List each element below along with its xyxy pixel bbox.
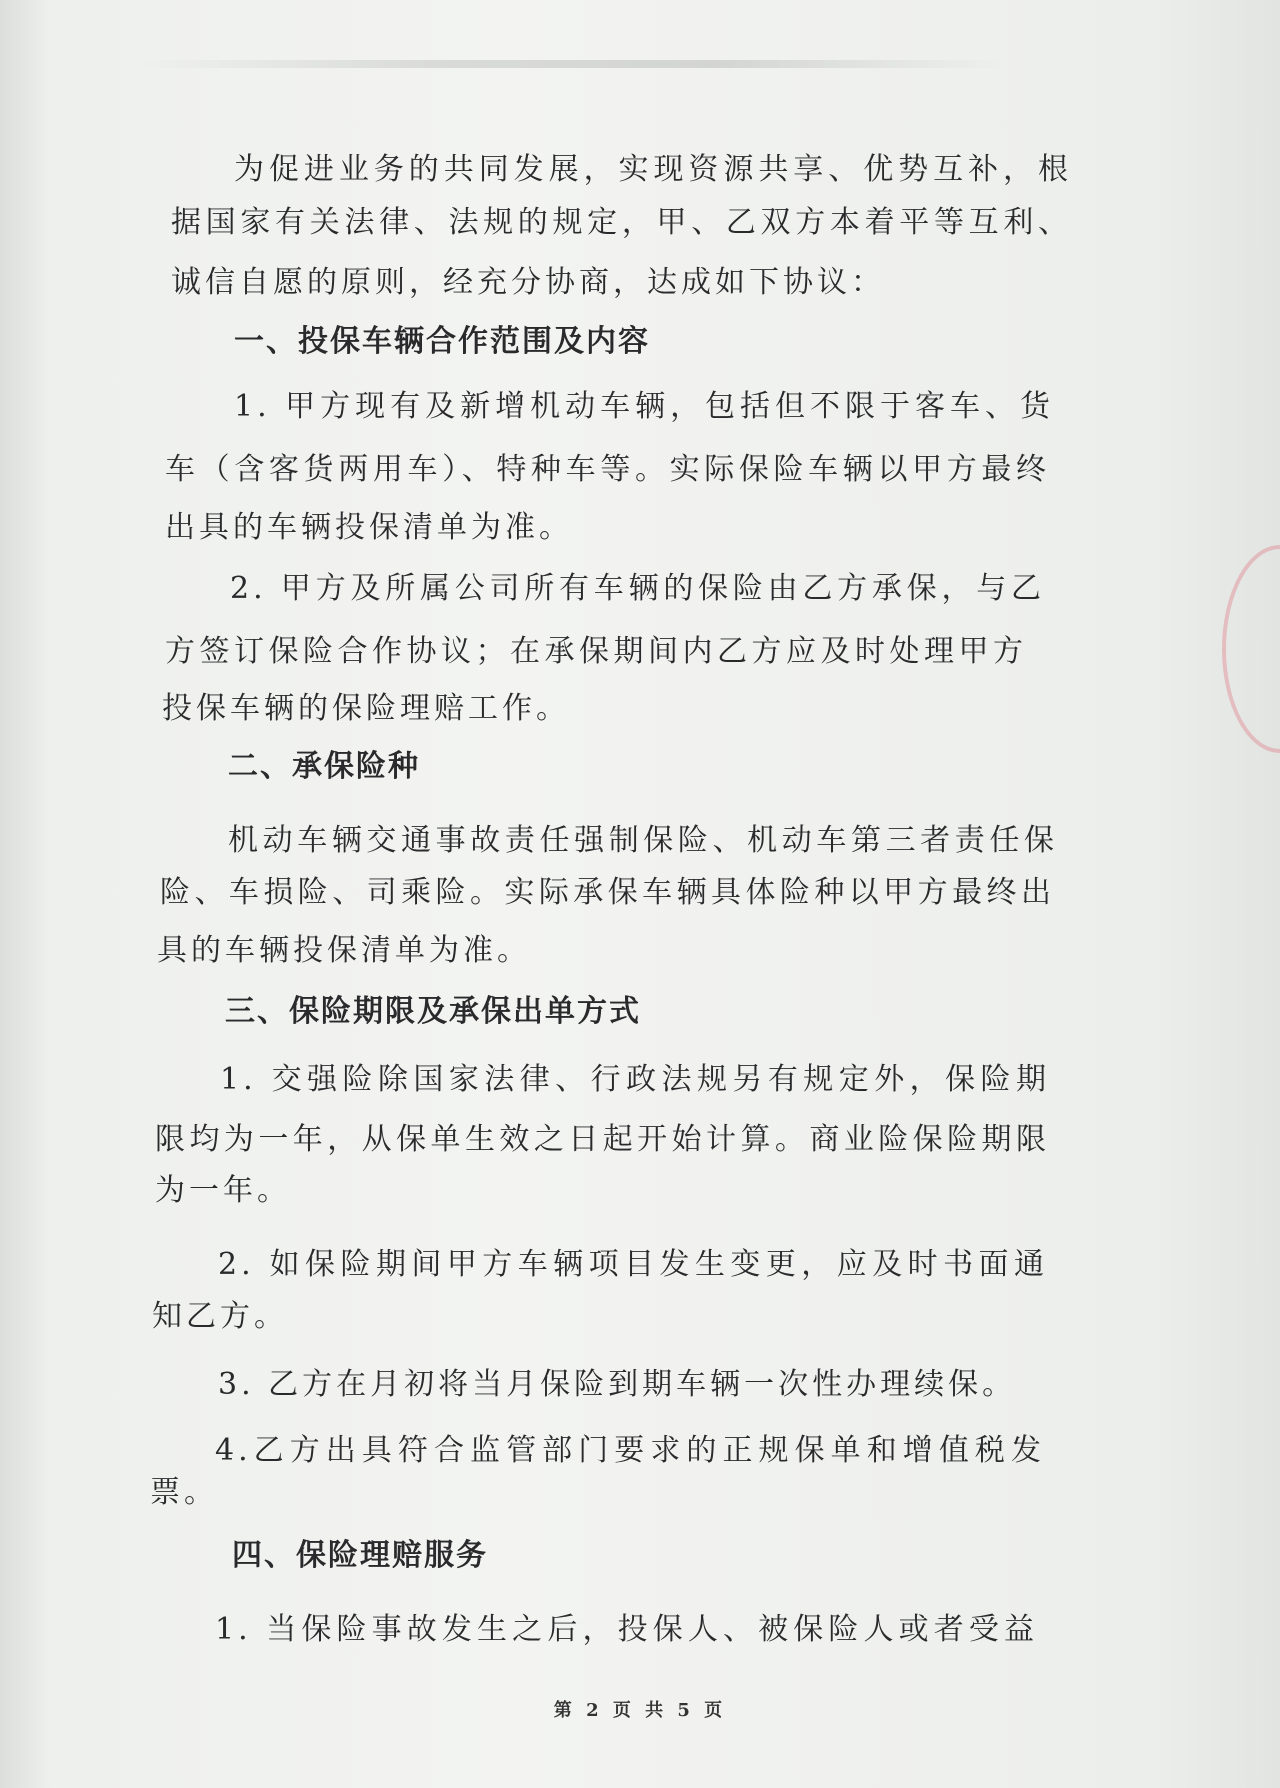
paragraph-line: 出具的车辆投保清单为准。 xyxy=(165,510,573,545)
paragraph-line: 1. 甲方现有及新增机动车辆，包括但不限于客车、货 xyxy=(234,389,1054,424)
page-number-footer: 第 2 页 共 5 页 xyxy=(553,1700,727,1721)
paragraph-line: 1. 交强险除国家法律、行政法规另有规定外，保险期 xyxy=(220,1062,1050,1097)
paragraph-line: 车（含客货两用车）、特种车等。实际保险车辆以甲方最终 xyxy=(165,452,1050,487)
paragraph-line: 机动车辆交通事故责任强制保险、机动车第三者责任保 xyxy=(228,823,1058,858)
paragraph-line: 4.乙方出具符合监管部门要求的正规保单和增值税发 xyxy=(215,1433,1045,1468)
paragraph-line: 诚信自愿的原则，经充分协商，达成如下协议： xyxy=(171,265,885,300)
section-heading: 三、保险期限及承保出单方式 xyxy=(225,994,641,1029)
paragraph-line: 为促进业务的共同发展，实现资源共享、优势互补，根 xyxy=(234,152,1072,187)
paper-edge xyxy=(140,60,1000,68)
paragraph-line: 方签订保险合作协议；在承保期间内乙方应及时处理甲方 xyxy=(165,634,1027,669)
paragraph-line: 限均为一年，从保单生效之日起开始计算。商业险保险期限 xyxy=(155,1122,1050,1157)
section-heading: 二、承保险种 xyxy=(228,749,420,784)
section-heading: 四、保险理赔服务 xyxy=(232,1538,488,1573)
paragraph-line: 具的车辆投保清单为准。 xyxy=(157,933,531,968)
paragraph-line: 2. 如保险期间甲方车辆项目发生变更，应及时书面通 xyxy=(218,1247,1048,1282)
section-heading: 一、投保车辆合作范围及内容 xyxy=(234,324,650,359)
paragraph-line: 票。 xyxy=(150,1475,218,1510)
paragraph-line: 2. 甲方及所属公司所有车辆的保险由乙方承保，与乙 xyxy=(230,571,1045,606)
paragraph-line: 知乙方。 xyxy=(152,1299,288,1334)
paragraph-line: 据国家有关法律、法规的规定，甲、乙双方本着平等互利、 xyxy=(171,205,1072,240)
paragraph-line: 为一年。 xyxy=(155,1173,291,1208)
red-seal-stamp xyxy=(1222,545,1280,753)
paragraph-line: 险、车损险、司乘险。实际承保车辆具体险种以甲方最终出 xyxy=(160,875,1055,910)
paragraph-line: 1. 当保险事故发生之后，投保人、被保险人或者受益 xyxy=(215,1612,1038,1647)
paragraph-line: 投保车辆的保险理赔工作。 xyxy=(162,691,570,726)
paragraph-line: 3. 乙方在月初将当月保险到期车辆一次性办理续保。 xyxy=(218,1367,1017,1402)
